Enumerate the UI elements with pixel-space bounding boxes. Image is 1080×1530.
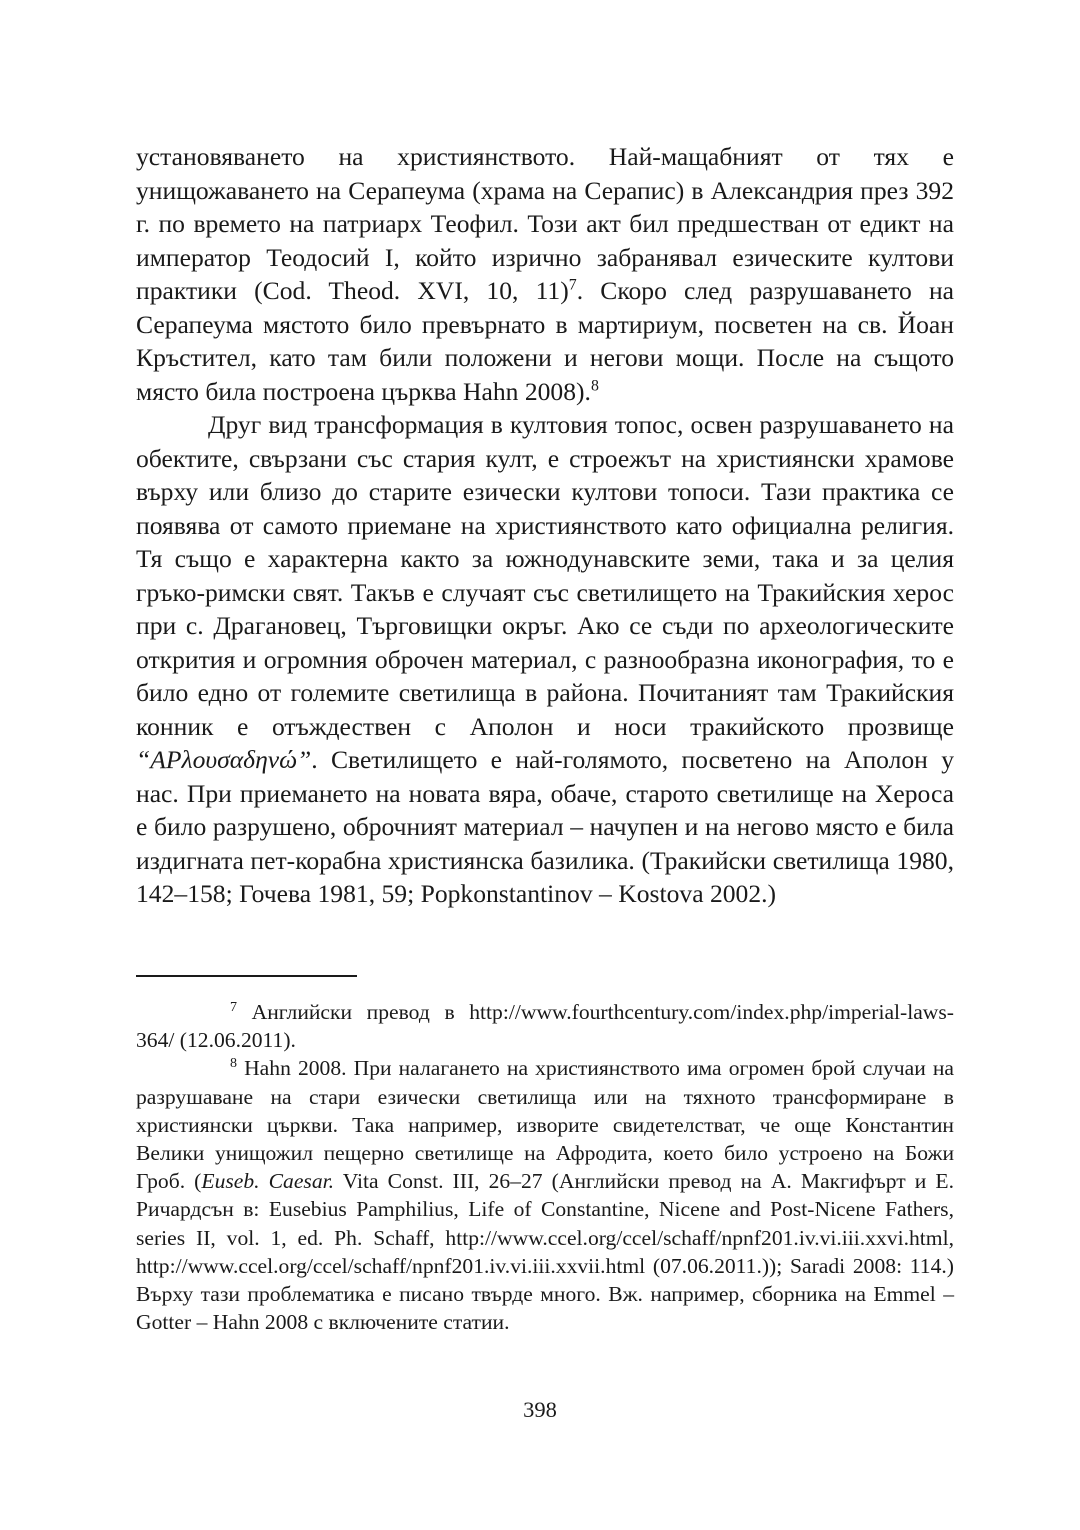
paragraph-1	[136, 140, 954, 408]
footnote-7-text: Английски превод в http://www.fourthcentury.com/index.php/imperial-laws-364/ (12.06.2011).	[136, 1000, 954, 1053]
paragraph-2-text: Друг вид трансформация в култовия топос, освен разрушаването на обектите, свързани със стария култ, е строежът на християнски храмове върху или близо до старите езически култови топоси. Тази практика се появява от самото приемане на християнството като официална религия. Тя също е характерна както за южнодунавските земи, така и за целия гръко-римски свят. Такъв е случаят със светилището на Тракийския херос при с. Драгановец, Търговищки окръг. Ако се съди по археологическите открития и огромния оброчен материал, с разнообразна иконография, то е било едно от големите светилища в района. Почитаният там Тракийския конник е отъждествен с Аполон и носи тракийското прозвище	[136, 410, 954, 741]
main-text	[136, 140, 954, 911]
footnote-separator	[136, 975, 357, 977]
paragraph-2-text-cont: . Светилището е най-голямото, посветено на Аполон у нас. При приемането на новата вяра, обаче, старото светилище на Хероса е било разрушено, оброчният материал – начупен и на негово място е била издигната пет-корабна християнска базилика. (Тракийски светилища 1980, 142–158; Гочева 1981, 59; Popkonstantinov – Kostova 2002.)	[136, 745, 954, 908]
footnote-ref-8[interactable]: 8	[590, 376, 599, 394]
thracian-epithet: “ΑΡλουσαδηνώ”	[136, 745, 312, 774]
page-number: 398	[523, 1397, 557, 1422]
paragraph-1-text-cont: . Скоро след разрушаването на Серапеума мястото било превърнато в мартириум, посветен на св. Йоан Кръстител, като там били положени и негови мощи. После на същото място била построена църква Hahn 2008).	[136, 276, 954, 406]
footnote-7	[136, 998, 954, 1054]
footnote-8	[136, 1054, 954, 1336]
footnote-7-number: 7	[230, 998, 238, 1015]
footnote-8-number: 8	[230, 1055, 238, 1072]
footnote-8-text-cont: Vita Const. III, 26–27 (Английски превод на А. Макгифърт и Е. Ричардсън в: Eusebius Pamphilius, Life of Constantine, Nicene and Post-Nicene Fathers, series II, vol. 1, ed. Ph. Schaff, http://www.ccel.org/ccel/schaff/npnf201.iv.vi.iii.xxvi.html, http://www.ccel.org/ccel/schaff/npnf201.iv.vi.iii.xxvii.html (07.06.2011.)); Saradi 2008: 114.) Върху тази проблематика е писано твърде много. Вж. например, сборника на Emmel – Gotter – Hahn 2008 с включените статии.	[136, 1169, 954, 1335]
footnote-ref-7[interactable]: 7	[568, 276, 577, 294]
footnote-8-text: Hahn 2008. При налагането на християнството има огромен брой случаи на разрушаване на стари езически светилища или на тяхното трансформиране в християнски църкви. Така например, изворите свидетелстват, че още Константин Велики унищожил пещерно светилище на Афродита, което било устроено на Божи Гроб. (	[136, 1056, 954, 1194]
footnotes	[136, 998, 954, 1336]
paragraph-2	[136, 408, 954, 911]
paragraph-1-text: установяването на християнството. Най-мащабният от тях е унищожаването на Серапеума (храма на Серапис) в Александрия през 392 г. по времето на патриарх Теофил. Този акт бил предшестван от едикт на император Теодосий I, който изрично забранявал езическите култови практики (Cod. Theod. XVI, 10, 11)	[136, 142, 954, 305]
footnote-8-author: Euseb. Caesar.	[201, 1169, 335, 1194]
